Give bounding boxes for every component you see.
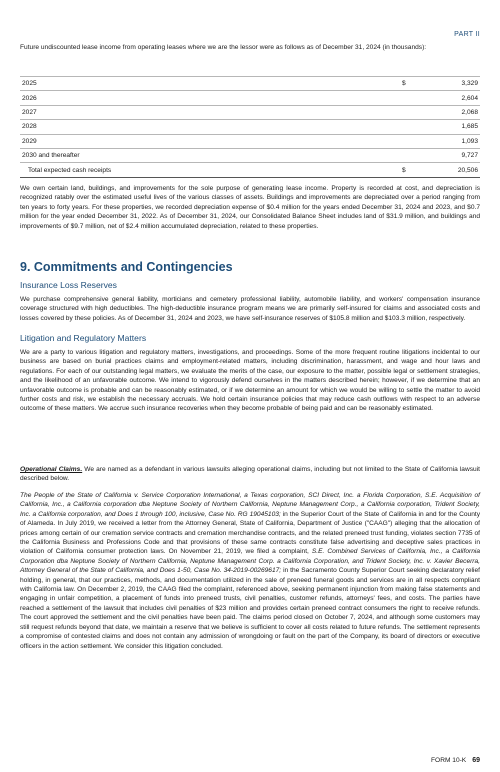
case-paragraph [20, 491, 480, 651]
row-amount: 1,685 [420, 120, 480, 134]
total-label: Total expected cash receipts [20, 163, 400, 177]
case-text-2: in the Sacramento County Superior Court seeking declaratory relief holding, in general, that our practices, methods, and documentation utilized in the sale of preneed funeral goods and services are in all respects compliant with California law. On December 2, 2019, the CAAG filed the complaint, referenced above, seeking permanent injunction from making false statements and engaging in unfair competition, a placement of funds into preneed trusts, civil penalties, customer refunds, attorneys' fees, and costs. The parties have reached a settlement of the lawsuit that includes civil penalties of $23 million and provides certain preneed contract consumers the right to receive refunds. The court approved the settlement and the civil penalties have been paid. The claims period closed on October 7, 2024, and although some customers may still request refunds beyond that date, we maintain a reserve that we believe is sufficient to cover all costs related to future refunds. The settlement represents a compromise of contested claims and does not contain any admission of wrongdoing or fault on the part of the Company, its board of directors or executive officers in the action settlement. We consider this litigation concluded. [20, 567, 480, 650]
case-caption: The People of the State of California v. Service Corporation International, a Texas corporation, SCI Direct, Inc. a Florida Corporation, S.E. Acquisition of California, Inc., a California corporation dba Neptune Society of Northern California, Neptune Management Corp., a California corporation, Trident Society, Inc. a California corporation, and Does 1 through 100, inclusive, Case No. RG 19045103; [20, 492, 480, 518]
lease-income-table [20, 76, 480, 178]
insurance-paragraph: We purchase comprehensive general liability, morticians and cemetery professional liability, automobile liability, and workers' compensation insurance coverage structured with high deductibles. The high-deductible insurance program means we are primarily self-insured for claims and associated costs and losses covered by these policies. As of December 31, 2024 and 2023, we have self-insurance reserves of $105.8 million and $103.3 million, respectively. [20, 296, 480, 322]
row-currency [400, 91, 420, 105]
section-title: 9. Commitments and Contingencies [20, 260, 233, 274]
row-currency [400, 120, 420, 134]
form-label: FORM 10-K [431, 757, 467, 764]
row-amount: 2,604 [420, 91, 480, 105]
lease-table-row [20, 120, 480, 134]
part-label: PART II [454, 31, 480, 38]
page-footer [431, 757, 480, 764]
row-amount: 3,329 [420, 77, 480, 91]
insurance-heading: Insurance Loss Reserves [20, 280, 117, 290]
row-amount: 9,727 [420, 148, 480, 162]
litigation-heading: Litigation and Regulatory Matters [20, 333, 147, 343]
row-year: 2025 [20, 77, 400, 91]
row-currency [400, 105, 420, 119]
case-caption-2: S.E. Combined Services of California, Inc., a California Corporation dba Neptune Society of Northern California, Neptune Management Corp. a California Corporation, and Trident Society, Inc. v. Xavier Becerra, Attorney General of the State of California, and Does 1-50, Case No. 34-2019-00269617; [20, 548, 480, 575]
lease-table-row [20, 91, 480, 105]
row-amount: 2,068 [420, 105, 480, 119]
row-currency [400, 148, 420, 162]
row-year: 2030 and thereafter [20, 148, 400, 162]
operational-claims-text: We are named as a defendant in various lawsuits alleging operational claims, including but not limited to the State of California lawsuit described below. [20, 466, 480, 483]
lease-table-row [20, 77, 480, 91]
lease-table-intro: Future undiscounted lease income from operating leases where we are the lessor were as follows as of December 31, 2024 (in thousands): [20, 44, 427, 51]
row-year: 2026 [20, 91, 400, 105]
row-year: 2027 [20, 105, 400, 119]
lease-table-total-row [20, 163, 480, 177]
lease-table-row [20, 134, 480, 148]
document-page [20, 0, 480, 772]
row-amount: 1,093 [420, 134, 480, 148]
lease-table-row [20, 148, 480, 162]
row-currency [400, 134, 420, 148]
litigation-paragraph: We are a party to various litigation and regulatory matters, investigations, and proceedings. Some of the more frequent routine litigations incidental to our business are based on burial practices claims and employment-related matters, including discrimination, harassment, and wage and hour laws and regulations. For each of our outstanding legal matters, we evaluate the merits of the case, our exposure to the matter, possible legal or settlement strategies, and the likelihood of an unfavorable outcome. We intend to vigorously defend ourselves in the matters described herein; however, if we determine that an unfavorable outcome is probable and can be reasonably estimated, or if we determine an amount for which we would be willing to settle the matter to avoid further costs and risk, we establish the necessary accruals. We hold certain insurance policies that may reduce cash outflows with respect to an adverse outcome of these matters. We accrue such insurance recoveries when they become probable of being paid and can be reasonably estimated. [20, 349, 480, 413]
page-number: 69 [472, 757, 480, 764]
property-paragraph: We own certain land, buildings, and improvements for the sole purpose of generating lease income. Property is recorded at cost, and depreciation is recognized ratably over the estimated useful lives of the various classes of assets. Buildings and improvements are depreciated over a period ranging from ten years to forty years. For these properties, we recorded depreciation expense of $0.4 million for the years ended December 31, 2024 and 2023, and $0.7 million for the year ended December 31, 2022. As of December 31, 2024, our Consolidated Balance Sheet includes land of $31.9 million, and buildings and improvements of $9.7 million, net of $2.4 million accumulated depreciation, related to these properties. [20, 185, 480, 230]
lease-table-row [20, 105, 480, 119]
total-amount: 20,506 [420, 163, 480, 177]
case-text-1: in the Superior Court of the State of California in and for the County of Alameda. In July 2019, we received a letter from the Attorney General, State of California, Department of Justice ("CAAG") alleging that the allocation of prices among certain of our cremation service contracts and cremation merchandise contracts, and the related preneed trust funding, violates section 7735 of the California Business and Professions Code and that provisions of these same contracts constitute false advertising and deceptive sales practices in violation of California consumer protection laws. On November 21, 2019, we filed a complaint, [20, 510, 481, 556]
operational-claims-label: Operational Claims. [20, 466, 83, 473]
row-year: 2029 [20, 134, 400, 148]
row-currency: $ [400, 77, 420, 91]
row-year: 2028 [20, 120, 400, 134]
operational-claims-paragraph [20, 465, 480, 484]
total-currency: $ [400, 163, 420, 177]
